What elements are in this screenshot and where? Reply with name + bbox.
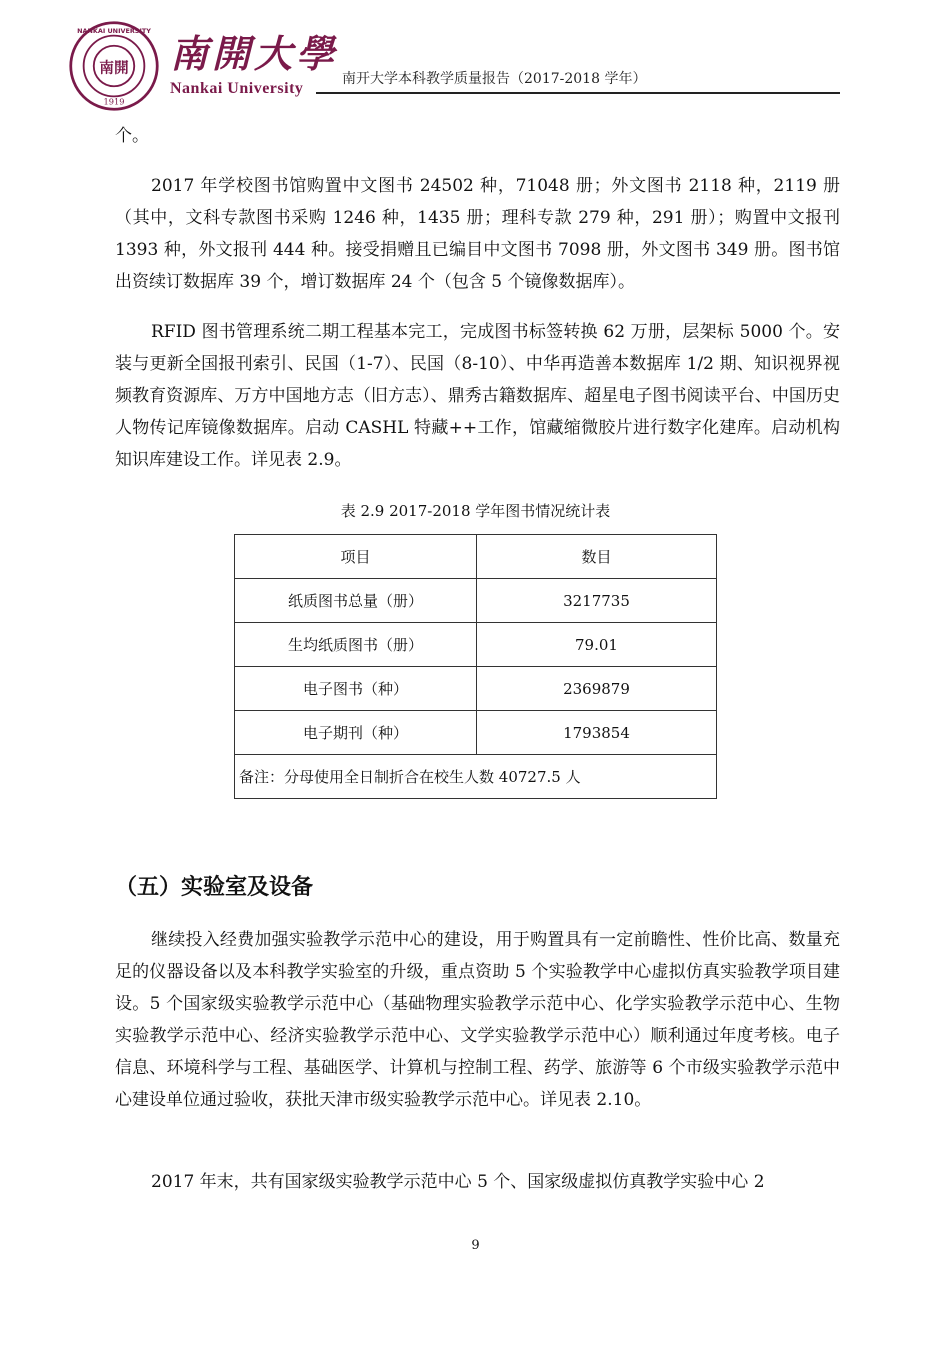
- page-number: 9: [471, 1238, 480, 1253]
- header-divider: [316, 92, 840, 94]
- lab-investment-paragraph: 继续投入经费加强实验教学示范中心的建设，用于购置具有一定前瞻性、性价比高、数量充足的仪器设备以及本科教学实验室的升级，重点资助 5 个实验教学中心虚拟仿真实验教学项目建设。5 个国家级实验教学示范中心（基础物理实验教学示范中心、化学实验教学示范中心、生物实验教学示范中心、经济实验教学示范中心、文学实验教学示范中心）顺利通过年度考核。电子信息、环境科学与工程、基础医学、计算机与控制工程、药学、旅游等 6 个市级实验教学示范中心建设单位通过验收，获批天津市级实验教学示范中心。详见表 2.10。: [115, 930, 840, 1110]
- section-heading: （五）实验室及设备: [115, 875, 314, 900]
- library-stats-table: [234, 534, 717, 799]
- report-title: 南开大学本科教学质量报告（2017-2018 学年）: [342, 71, 647, 87]
- table-row: [235, 579, 717, 623]
- table-caption: 表 2.9 2017-2018 学年图书情况统计表: [340, 502, 611, 520]
- table-row: [235, 623, 717, 667]
- seal-ring-text: NANKAI UNIVERSITY: [77, 26, 151, 35]
- seal-year-text: 1919: [103, 96, 125, 107]
- lab-summary-paragraph: 2017 年末，共有国家级实验教学示范中心 5 个、国家级虚拟仿真教学实验中心 2: [151, 1172, 765, 1192]
- continued-text-fragment: 个。: [115, 126, 149, 146]
- table-note: 备注：分母使用全日制折合在校生人数 40727.5 人: [235, 755, 717, 799]
- table-header-cell: 数目: [477, 535, 717, 579]
- table-cell-value: 2369879: [477, 667, 717, 711]
- seal-center-text: 南開: [99, 59, 129, 77]
- table-row: [235, 667, 717, 711]
- table-cell-value: 1793854: [477, 711, 717, 755]
- table-header-cell: 项目: [235, 535, 477, 579]
- table-note-row: [235, 755, 717, 799]
- table-cell-value: 3217735: [477, 579, 717, 623]
- brand-english-name: Nankai University: [170, 80, 304, 97]
- brand-chinese-name: 南開大學: [170, 31, 339, 76]
- table-cell-item: 生均纸质图书（册）: [235, 623, 477, 667]
- page-header: [0, 0, 951, 125]
- table-header-row: [235, 535, 717, 579]
- table-cell-item: 纸质图书总量（册）: [235, 579, 477, 623]
- table-cell-value: 79.01: [477, 623, 717, 667]
- library-purchase-paragraph: 2017 年学校图书馆购置中文图书 24502 种，71048 册；外文图书 2118 种，2119 册（其中，文科专款图书采购 1246 种，1435 册；理科专款 279 种，291 册）；购置中文报刊 1393 种，外文报刊 444 种。接受捐赠且已编目中文图书 7098 册，外文图书 349 册。图书馆出资续订数据库 39 个，增订数据库 24 个（包含 5 个镜像数据库）。: [115, 176, 840, 292]
- rfid-paragraph: RFID 图书管理系统二期工程基本完工，完成图书标签转换 62 万册，层架标 5000 个。安装与更新全国报刊索引、民国（1-7）、民国（8-10）、中华再造善本数据库 1/2 期、知识视界视频教育资源库、万方中国地方志（旧方志）、鼎秀古籍数据库、超星电子图书阅读平台、中国历史人物传记库镜像数据库。启动 CASHL 特藏++工作，馆藏缩微胶片进行数字化建库。启动机构知识库建设工作。详见表 2.9。: [115, 322, 840, 470]
- table-cell-item: 电子图书（种）: [235, 667, 477, 711]
- table-cell-item: 电子期刊（种）: [235, 711, 477, 755]
- table-row: [235, 711, 717, 755]
- university-seal-icon: [68, 20, 160, 112]
